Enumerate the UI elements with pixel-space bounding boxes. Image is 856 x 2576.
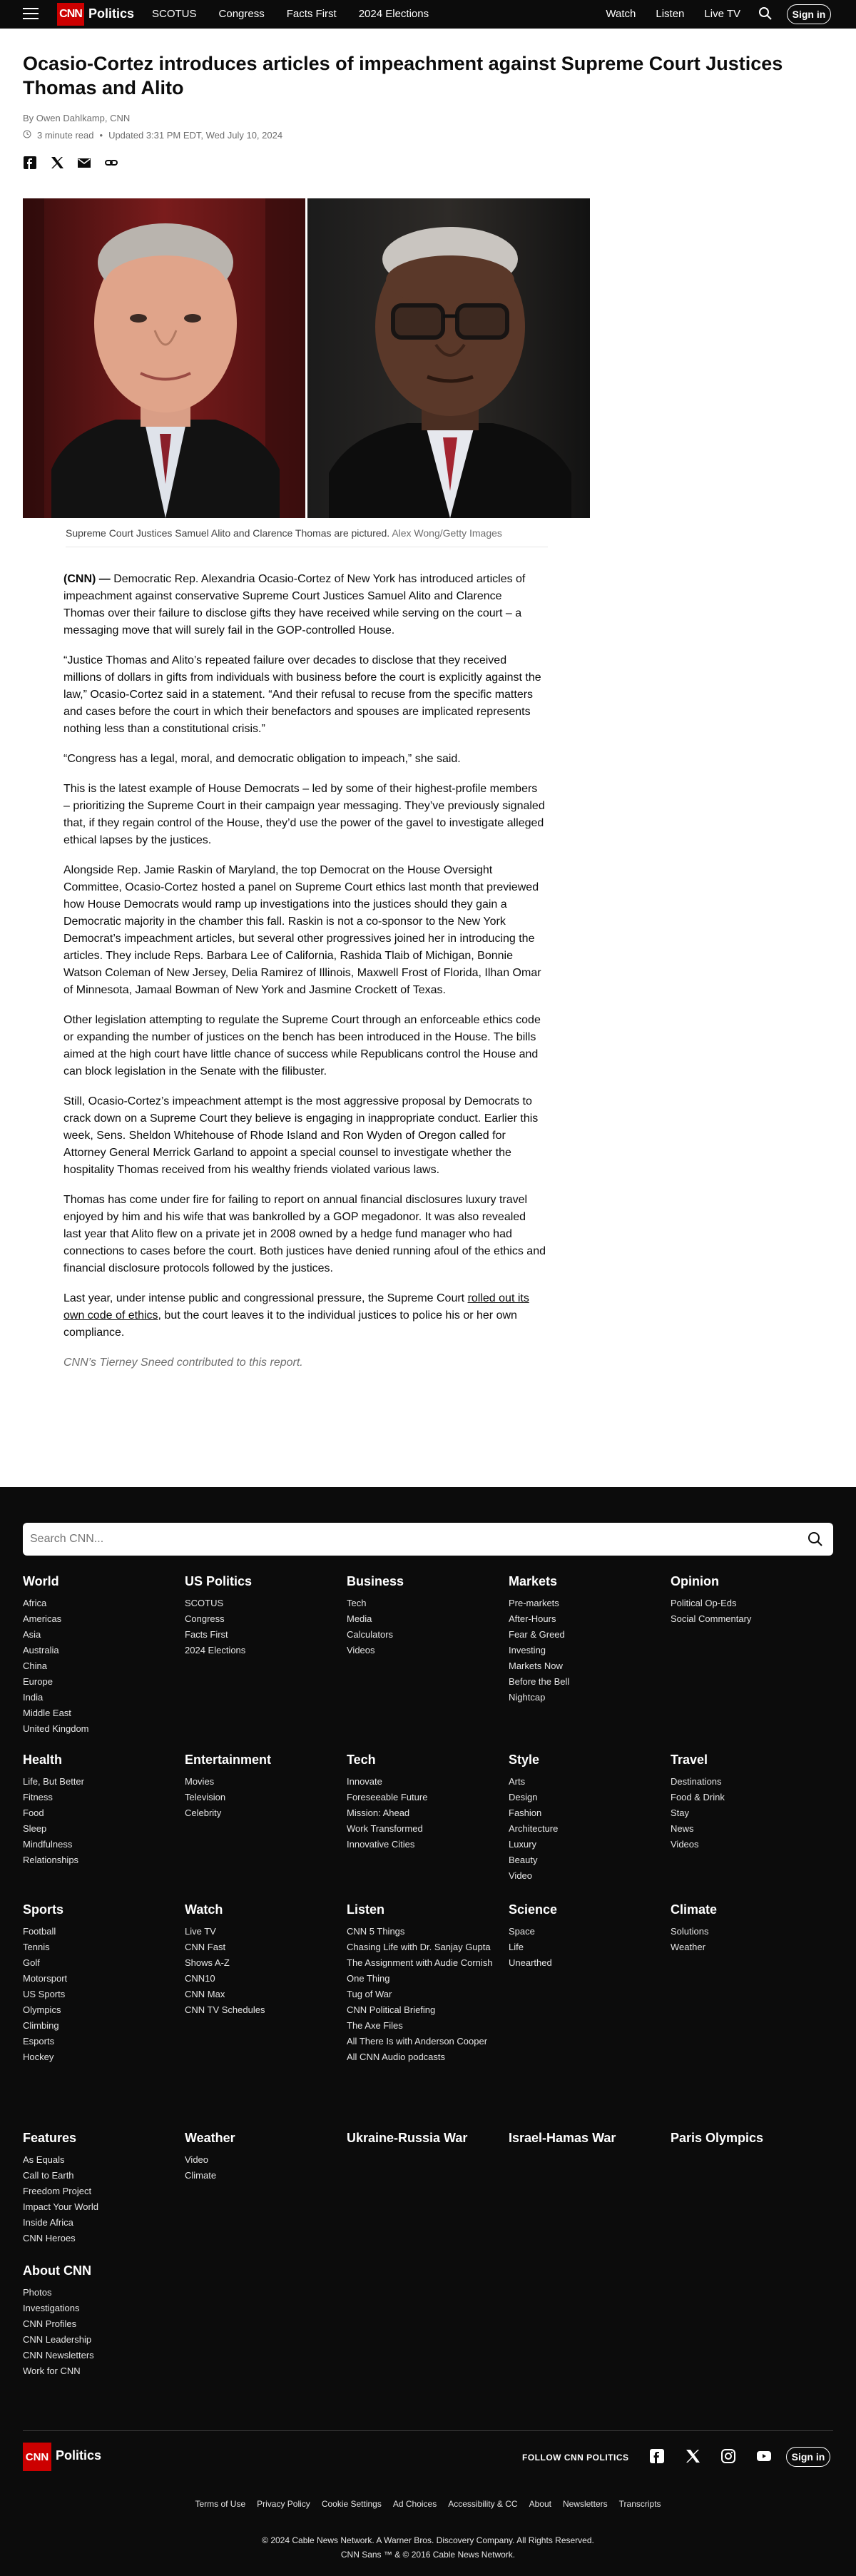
footer-link[interactable]: Congress — [185, 1613, 225, 1624]
footer-legal-links — [0, 2499, 856, 2509]
paragraph-7: Still, Ocasio-Cortez’s impeachment attempt is the most aggressive proposal by Democrats to crack down on a Supreme Court they believe is engaging in inappropriate conduct. Earlier this week, Sens. Sheldon Whitehouse of Rhode Island and Ron Wyden of Oregon called for Attorney General Merrick Garland to appoint a special counsel to investigate whether the hospitality Thomas received from his wealthy friends violated various laws. — [63, 1095, 539, 1176]
footer-col-listen — [347, 1902, 496, 2067]
footer-link[interactable]: Freedom Project — [23, 2186, 92, 2196]
footer-col-climate — [671, 1902, 820, 1957]
footer-col-paris-olympics — [671, 2131, 820, 2154]
footer-link[interactable]: Foreseeable Future — [347, 1792, 428, 1802]
copyright — [0, 2533, 856, 2562]
footer-link[interactable]: Work Transformed — [347, 1823, 423, 1834]
caption-text: Supreme Court Justices Samuel Alito and Clarence Thomas are pictured. — [66, 527, 390, 539]
paragraph-1-text: Democratic Rep. Alexandria Ocasio-Cortez of New York has introduced articles of impeachment against conservative Supreme Court Justices Samuel Alito and Clarence Thomas over their failure to disclose gifts they have received while serving on the court – a messaging move that will surely fail in the GOP-controlled House. — [63, 573, 526, 637]
footer-link[interactable]: US Sports — [23, 1989, 66, 1999]
footer-link[interactable]: Life, But Better — [23, 1776, 84, 1787]
footer-link[interactable]: Space — [509, 1926, 535, 1937]
footer-link[interactable]: Unearthed — [509, 1957, 552, 1968]
footer-link[interactable]: Fitness — [23, 1792, 53, 1802]
footer-sign-in-button[interactable]: Sign in — [786, 2447, 830, 2467]
privacy-policy-link[interactable]: Privacy Policy — [257, 2499, 310, 2509]
top-nav-bar — [0, 0, 856, 29]
byline[interactable]: By Owen Dahlkamp, CNN — [23, 113, 131, 123]
footer-link[interactable]: Climate — [185, 2170, 217, 2181]
footer-col-title[interactable]: Paris Olympics — [671, 2131, 764, 2145]
footer-link[interactable]: Innovative Cities — [347, 1839, 415, 1850]
paragraph-8: Thomas has come under fire for failing to report on annual financial disclosures luxury travel enjoyed by him and his wife that was bankrolled by a GOP megadonor. It was also revealed last year that Alito flew on a private jet in 2008 owned by a hedge fund manager who had connections to cases before the court. Both justices have denied running afoul of the ethics and financial disclosure protocols followed by the justices. — [63, 1194, 546, 1274]
photo-credit: Alex Wong/Getty Images — [392, 527, 502, 539]
site-footer — [0, 1487, 856, 2576]
lead-photo[interactable] — [23, 198, 591, 518]
footer-link[interactable]: CNN Newsletters — [23, 2350, 94, 2361]
footer-col-science — [509, 1902, 658, 1973]
paragraph-4: This is the latest example of House Democrats – led by some of their highest-profile members – prioritizing the Supreme Court in their campaign year messaging. They’ve previously signaled that, if they regain control of the House, they’d use the power of the gavel to investigate alleged ethical lapses by the justices. — [63, 783, 545, 846]
footer-link[interactable]: Media — [347, 1613, 372, 1624]
footer-col-weather — [185, 2131, 335, 2186]
footer-link[interactable]: Sleep — [23, 1823, 47, 1834]
footer-link[interactable]: Africa — [23, 1598, 47, 1608]
footer-link[interactable]: Nightcap — [509, 1692, 546, 1703]
footer-col-title[interactable]: Business — [347, 1574, 404, 1588]
code-of-ethics-link[interactable]: rolled out its own code of ethics — [63, 1292, 529, 1322]
paragraph-6: Other legislation attempting to regulate the Supreme Court through an enforceable ethics code or expanding the number of justices on the bench has been introduced in the House. The bills aimed at the high court have little chance of success while Republicans control the House and can block legislation in the Senate with the filibuster. — [63, 1014, 541, 1077]
dateline: (CNN) — — [63, 573, 111, 585]
follow-label: FOLLOW CNN POLITICS — [522, 2453, 629, 2463]
footer-search — [23, 1523, 833, 1556]
footer-col-title[interactable]: Science — [509, 1902, 558, 1917]
footer-link[interactable]: CNN 5 Things — [347, 1926, 405, 1937]
footer-col-title[interactable]: US Politics — [185, 1574, 253, 1588]
footer-link[interactable]: The Axe Files — [347, 2020, 403, 2031]
footer-col-title[interactable]: Health — [23, 1753, 63, 1767]
x-twitter-icon[interactable] — [685, 2448, 700, 2464]
footer-link[interactable]: As Equals — [23, 2154, 65, 2165]
footer-link[interactable]: Live TV — [185, 1926, 216, 1937]
section-nav — [152, 8, 429, 20]
accessibility-link[interactable]: Accessibility & CC — [448, 2499, 518, 2509]
footer-link[interactable]: Tennis — [23, 1942, 50, 1952]
footer-col-markets — [509, 1574, 658, 1708]
footer-col-tech — [347, 1753, 496, 1855]
transcripts-link[interactable]: Transcripts — [618, 2499, 661, 2509]
footer-col-title[interactable]: Markets — [509, 1574, 558, 1588]
footer-link[interactable]: Architecture — [509, 1823, 559, 1834]
x-twitter-icon[interactable] — [50, 156, 64, 170]
article-headline: Ocasio-Cortez introduces articles of impeachment against Supreme Court Justices Thomas and Alito — [23, 53, 783, 98]
footer-link[interactable]: Mindfulness — [23, 1839, 73, 1850]
footer-link[interactable]: Luxury — [509, 1839, 537, 1850]
footer-link[interactable]: Arts — [509, 1776, 526, 1787]
footer-col-us-politics — [185, 1574, 335, 1660]
footer-section-name[interactable]: Politics — [56, 2448, 102, 2463]
footer-search-input[interactable] — [23, 1523, 793, 1556]
footer-col-ukraine-russia-war — [347, 2131, 496, 2154]
share-bar — [23, 156, 118, 170]
footer-col-title[interactable]: Sports — [23, 1902, 64, 1917]
footer-link[interactable]: CNN Heroes — [23, 2233, 76, 2243]
footer-col-title[interactable]: Opinion — [671, 1574, 719, 1588]
footer-link[interactable]: CNN10 — [185, 1973, 215, 1984]
footer-link[interactable]: 2024 Elections — [185, 1645, 246, 1655]
footer-link[interactable]: Hockey — [23, 2052, 54, 2062]
link-icon[interactable] — [104, 156, 118, 170]
nav-listen[interactable]: Listen — [656, 8, 685, 20]
footer-col-opinion — [671, 1574, 820, 1629]
ad-choices-link[interactable]: Ad Choices — [392, 2499, 437, 2509]
updated-time: Updated 3:31 PM EDT, Wed July 10, 2024 — [108, 130, 283, 141]
read-time: 3 minute read — [37, 130, 94, 141]
footer-link[interactable]: CNN Profiles — [23, 2318, 77, 2329]
footer-link[interactable]: Stay — [671, 1807, 690, 1818]
footer-link[interactable]: CNN Leadership — [23, 2334, 92, 2345]
footer-col-about-cnn — [23, 2263, 173, 2381]
footer-link[interactable]: SCOTUS — [185, 1598, 224, 1608]
menu-icon[interactable] — [23, 8, 39, 21]
footer-link[interactable]: Relationships — [23, 1855, 79, 1865]
footer-link[interactable]: Fashion — [509, 1807, 542, 1818]
footer-link[interactable]: CNN TV Schedules — [185, 2004, 265, 2015]
footer-link[interactable]: Call to Earth — [23, 2170, 74, 2181]
footer-col-title[interactable]: Entertainment — [185, 1753, 272, 1767]
section-name[interactable]: Politics — [88, 6, 135, 21]
facebook-icon[interactable] — [649, 2448, 665, 2464]
footer-col-title[interactable]: Travel — [671, 1753, 708, 1767]
nav-watch[interactable]: Watch — [606, 8, 636, 20]
footer-link[interactable]: Food & Drink — [671, 1792, 725, 1802]
footer-col-title[interactable]: Listen — [347, 1902, 385, 1917]
footer-col-title[interactable]: Weather — [185, 2131, 235, 2145]
footer-link[interactable]: Movies — [185, 1776, 215, 1787]
footer-link[interactable]: Food — [23, 1807, 44, 1818]
footer-link[interactable]: Videos — [347, 1645, 375, 1655]
instagram-icon[interactable] — [720, 2448, 736, 2464]
footer-link[interactable]: Design — [509, 1792, 538, 1802]
footer-col-israel-hamas-war — [509, 2131, 658, 2154]
nav-2024-elections[interactable]: 2024 Elections — [358, 8, 429, 20]
footer-col-sports — [23, 1902, 173, 2067]
footer-link[interactable]: CNN Fast — [185, 1942, 226, 1952]
footer-link[interactable]: Fear & Greed — [509, 1629, 565, 1640]
paragraph-1 — [63, 571, 546, 639]
footer-col-title[interactable]: Tech — [347, 1753, 376, 1767]
footer-link[interactable]: Tech — [347, 1598, 367, 1608]
footer-link[interactable]: Innovate — [347, 1776, 382, 1787]
footer-link[interactable]: Football — [23, 1926, 56, 1937]
footer-col-style — [509, 1753, 658, 1886]
footer-col-world — [23, 1574, 173, 1739]
footer-col-watch — [185, 1902, 335, 2020]
photo-caption — [66, 526, 548, 547]
footer-col-travel — [671, 1753, 820, 1855]
footer-link[interactable]: Facts First — [185, 1629, 228, 1640]
nav-scotus[interactable]: SCOTUS — [152, 8, 197, 20]
footer-link[interactable]: China — [23, 1660, 47, 1671]
footer-link[interactable]: The Assignment with Audie Cornish — [347, 1957, 493, 1968]
footer-link[interactable]: Investigations — [23, 2303, 80, 2313]
footer-link[interactable]: Life — [509, 1942, 524, 1952]
footer-link[interactable]: Impact Your World — [23, 2201, 98, 2212]
footer-link[interactable]: CNN Political Briefing — [347, 2004, 436, 2015]
footer-link[interactable]: Solutions — [671, 1926, 709, 1937]
footer-link[interactable]: Videos — [671, 1839, 699, 1850]
footer-link[interactable]: CNN Max — [185, 1989, 225, 1999]
footer-col-title[interactable]: Climate — [671, 1902, 718, 1917]
footer-link[interactable]: Esports — [23, 2036, 55, 2047]
copyright-line-1: © 2024 Cable News Network. A Warner Bros. Discovery Company. All Rights Reserved. — [262, 2535, 594, 2545]
youtube-icon[interactable] — [756, 2448, 772, 2464]
contributor-note: CNN’s Tierney Sneed contributed to this report. — [63, 1357, 303, 1369]
footer-link[interactable]: Beauty — [509, 1855, 538, 1865]
social-links — [649, 2448, 772, 2464]
paragraph-9 — [63, 1290, 546, 1342]
footer-link[interactable]: Mission: Ahead — [347, 1807, 410, 1818]
footer-link[interactable]: Calculators — [347, 1629, 394, 1640]
footer-link[interactable]: Markets Now — [509, 1660, 563, 1671]
footer-link[interactable]: Political Op-Eds — [671, 1598, 737, 1608]
footer-col-title[interactable]: Watch — [185, 1902, 223, 1917]
footer-col-title[interactable]: Style — [509, 1753, 540, 1767]
search-icon[interactable] — [807, 1531, 823, 1547]
footer-col-title[interactable]: World — [23, 1574, 59, 1588]
footer-link[interactable]: Weather — [671, 1942, 705, 1952]
footer-cnn-logo[interactable]: CNN — [23, 2443, 51, 2471]
paragraph-9-text-a: Last year, under intense public and congressional pressure, the Supreme Court — [63, 1292, 468, 1304]
clock-icon — [23, 130, 31, 141]
terms-of-use-link[interactable]: Terms of Use — [195, 2499, 246, 2509]
nav-live-tv[interactable]: Live TV — [704, 8, 740, 20]
article-meta — [23, 130, 282, 141]
footer-col-title[interactable]: Ukraine-Russia War — [347, 2131, 468, 2145]
footer-link[interactable]: Photos — [23, 2287, 52, 2298]
paragraph-3: “Congress has a legal, moral, and democratic obligation to impeach,” she said. — [63, 753, 461, 765]
footer-link[interactable]: Investing — [509, 1645, 546, 1655]
footer-link[interactable]: Chasing Life with Dr. Sanjay Gupta — [347, 1942, 491, 1952]
footer-link[interactable]: News — [671, 1823, 694, 1834]
paragraph-9-text-b: , but the court leaves it to the individual justices to police his or her own compliance. — [63, 1309, 517, 1339]
footer-link[interactable]: Destinations — [671, 1776, 722, 1787]
copyright-line-2: CNN Sans ™ & © 2016 Cable News Network. — [340, 2550, 516, 2560]
footer-link[interactable]: All There Is with Anderson Cooper — [347, 2036, 488, 2047]
footer-link[interactable]: Golf — [23, 1957, 40, 1968]
footer-link[interactable]: Australia — [23, 1645, 59, 1655]
nav-facts-first[interactable]: Facts First — [286, 8, 337, 20]
footer-link[interactable]: One Thing — [347, 1973, 390, 1984]
footer-col-features — [23, 2131, 173, 2248]
footer-link[interactable]: After-Hours — [509, 1613, 556, 1624]
paragraph-2: “Justice Thomas and Alito’s repeated failure over decades to disclose that they received millions of dollars in gifts from individuals with business before the court is explicitly against the law,” Ocasio-Cortez said in a statement. “And their refusal to recuse from the specific matters and cases before the court in which their benefactors and spouses are implicated represents nothing less than a constitutional crisis.” — [63, 654, 541, 735]
cookie-settings-link[interactable]: Cookie Settings — [321, 2499, 382, 2509]
footer-link[interactable]: Social Commentary — [671, 1613, 752, 1624]
footer-link[interactable]: Television — [185, 1792, 226, 1802]
footer-link[interactable]: United Kingdom — [23, 1723, 89, 1734]
article-body — [63, 571, 546, 1384]
footer-link[interactable]: Motorsport — [23, 1973, 68, 1984]
meta-separator-dot: • — [99, 130, 103, 141]
footer-col-title[interactable]: Israel-Hamas War — [509, 2131, 616, 2145]
about-link[interactable]: About — [529, 2499, 551, 2509]
footer-link[interactable]: Video — [185, 2154, 209, 2165]
nav-congress[interactable]: Congress — [218, 8, 265, 20]
paragraph-5: Alongside Rep. Jamie Raskin of Maryland, the top Democrat on the House Oversight Committee, Ocasio-Cortez hosted a panel on Supreme Court ethics last month that previewed how House Democrats would ramp up investigations into the justices should they gain a Democratic majority in the chamber this fall. Raskin is not a co-sponsor to the New York Democrat’s impeachment articles, but several other progressives joined her in introducing the articles. They include Reps. Barbara Lee of California, Rashida Tlaib of Michigan, Bonnie Watson Coleman of New Jersey, Delia Ramirez of Illinois, Maxwell Frost of Florida, Ilhan Omar of Minnesota, Jamaal Bowman of New York and Jasmine Crockett of Texas. — [63, 864, 541, 996]
footer-link[interactable]: Americas — [23, 1613, 62, 1624]
footer-link[interactable]: Europe — [23, 1676, 53, 1687]
email-icon[interactable] — [77, 156, 91, 170]
footer-link[interactable]: Pre-markets — [509, 1598, 559, 1608]
footer-col-business — [347, 1574, 496, 1660]
footer-link[interactable]: Shows A-Z — [185, 1957, 230, 1968]
photo-alito — [23, 198, 305, 518]
footer-link[interactable]: Asia — [23, 1629, 41, 1640]
cnn-logo[interactable]: CNN — [57, 3, 84, 26]
footer-link[interactable]: Tug of War — [347, 1989, 392, 1999]
footer-link[interactable]: Olympics — [23, 2004, 61, 2015]
footer-link[interactable]: Climbing — [23, 2020, 59, 2031]
media-nav — [606, 8, 740, 20]
newsletters-link[interactable]: Newsletters — [562, 2499, 608, 2509]
footer-col-title[interactable]: About CNN — [23, 2263, 91, 2278]
footer-link[interactable]: India — [23, 1692, 44, 1703]
photo-thomas — [307, 198, 590, 518]
footer-link[interactable]: Celebrity — [185, 1807, 222, 1818]
footer-link[interactable]: Work for CNN — [23, 2365, 81, 2376]
footer-link[interactable]: Video — [509, 1870, 533, 1881]
footer-brand-bar — [23, 2430, 833, 2473]
footer-col-entertainment — [185, 1753, 335, 1823]
footer-link[interactable]: Inside Africa — [23, 2217, 73, 2228]
search-icon[interactable] — [758, 6, 773, 21]
footer-col-health — [23, 1753, 173, 1870]
footer-link[interactable]: Before the Bell — [509, 1676, 570, 1687]
footer-link[interactable]: Middle East — [23, 1708, 71, 1718]
footer-link[interactable]: All CNN Audio podcasts — [347, 2052, 446, 2062]
facebook-icon[interactable] — [23, 156, 37, 170]
sign-in-button[interactable]: Sign in — [787, 4, 831, 24]
footer-col-title[interactable]: Features — [23, 2131, 77, 2145]
